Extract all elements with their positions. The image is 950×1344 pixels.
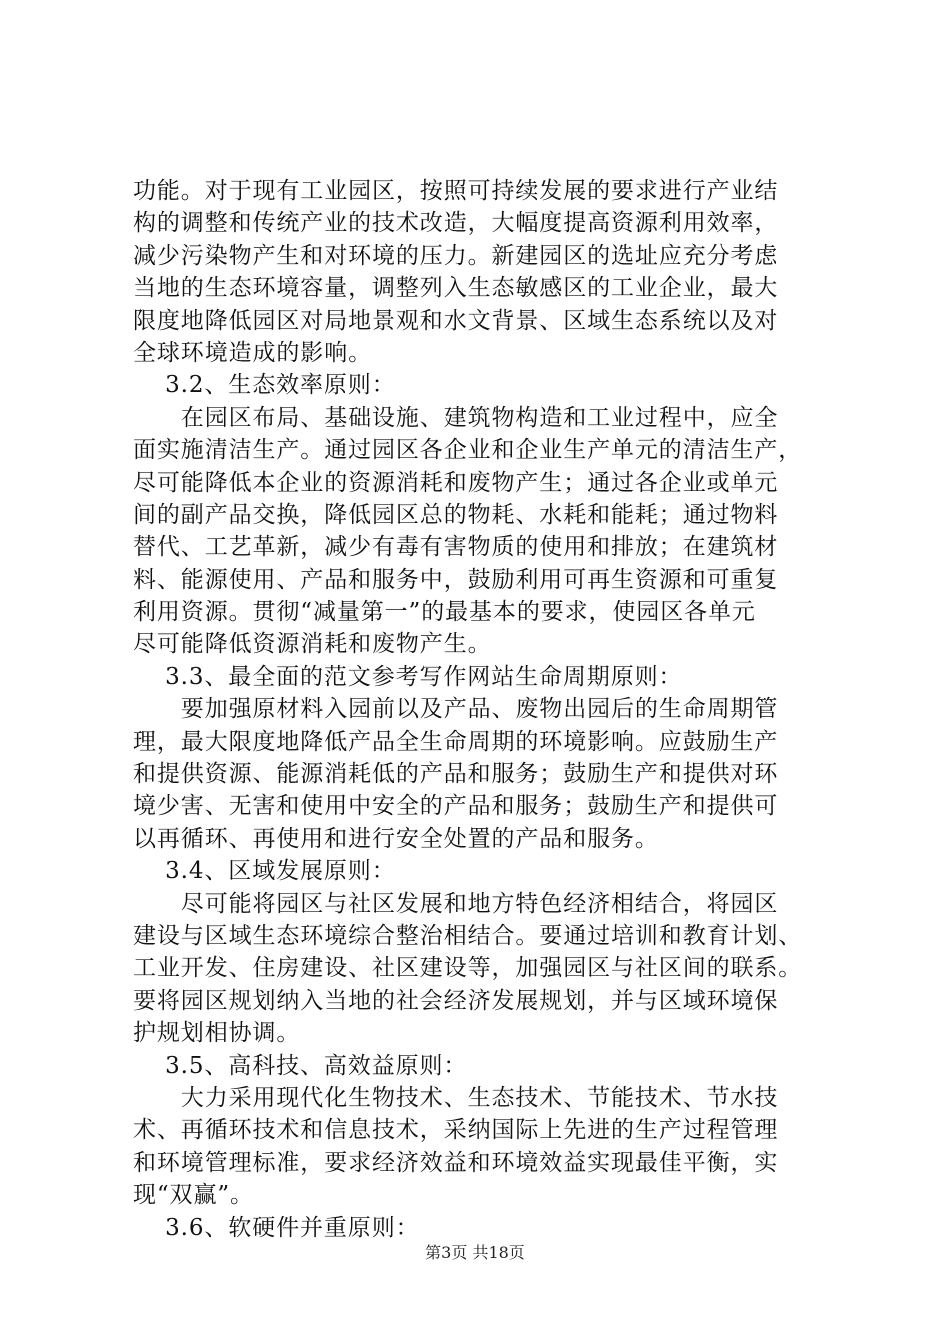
text-line: 间的副产品交换，降低园区总的物耗、水耗和能耗；通过物料 — [133, 501, 779, 528]
text-line: 替代、工艺革新，减少有毒有害物质的使用和排放；在建筑材 — [133, 534, 779, 561]
text-line: 大力采用现代化生物技术、生态技术、节能技术、节水技 — [133, 1084, 779, 1111]
page-number-footer: 第3页 共18页 — [425, 1243, 525, 1262]
text-line: 料、能源使用、产品和服务中，鼓励利用可再生资源和可重复 — [133, 566, 779, 593]
text-line: 术、再循环技术和信息技术，采纳国际上先进的生产过程管理 — [133, 1117, 779, 1144]
text-line: 护规划相协调。 — [133, 1020, 301, 1047]
text-line: 面实施清洁生产。通过园区各企业和企业生产单元的清洁生产， — [133, 437, 803, 464]
text-line: 全球环境造成的影响。 — [133, 339, 372, 366]
text-line: 理，最大限度地降低产品全生命周期的环境影响。应鼓励生产 — [133, 728, 779, 755]
text-line: 利用资源。贯彻“减量第一”的最基本的要求，使园区各单元 — [133, 599, 756, 626]
section-heading-3-3: 3.3、最全面的范文参考写作网站生命周期原则： — [133, 663, 683, 690]
text-line: 和提供资源、能源消耗低的产品和服务；鼓励生产和提供对环 — [133, 761, 779, 788]
text-line: 功能。对于现有工业园区，按照可持续发展的要求进行产业结 — [133, 178, 779, 204]
text-line: 工业开发、住房建设、社区建设等，加强园区与社区间的联系。 — [133, 955, 803, 982]
text-line: 当地的生态环境容量，调整列入生态敏感区的工业企业，最大 — [133, 275, 779, 302]
text-line: 在园区布局、基础设施、建筑物构造和工业过程中，应全 — [133, 404, 779, 431]
section-heading-3-6: 3.6、软硬件并重原则： — [133, 1214, 420, 1241]
text-line: 尽可能降低本企业的资源消耗和废物产生；通过各企业或单元 — [133, 469, 779, 496]
text-line: 现“双赢”。 — [133, 1182, 254, 1209]
section-heading-3-2: 3.2、生态效率原则： — [133, 372, 396, 399]
text-line: 限度地降低园区对局地景观和水文背景、区域生态系统以及对 — [133, 307, 779, 334]
text-line: 要将园区规划纳入当地的社会经济发展规划，并与区域环境保 — [133, 987, 779, 1014]
text-line: 尽可能降低资源消耗和废物产生。 — [133, 631, 492, 658]
document-body — [133, 175, 833, 1244]
section-heading-3-5: 3.5、高科技、高效益原则： — [133, 1052, 468, 1079]
text-line: 和环境管理标准，要求经济效益和环境效益实现最佳平衡，实 — [133, 1149, 779, 1176]
section-heading-3-4: 3.4、区域发展原则： — [133, 858, 396, 885]
text-line: 以再循环、再使用和进行安全处置的产品和服务。 — [133, 825, 659, 852]
text-line: 尽可能将园区与社区发展和地方特色经济相结合，将园区 — [133, 890, 779, 917]
text-line: 减少污染物产生和对环境的压力。新建园区的选址应充分考虑 — [133, 242, 779, 269]
text-line: 要加强原材料入园前以及产品、废物出园后的生命周期管 — [133, 696, 779, 723]
text-line: 构的调整和传统产业的技术改造，大幅度提高资源利用效率， — [133, 210, 779, 237]
text-line: 境少害、无害和使用中安全的产品和服务；鼓励生产和提供可 — [133, 793, 779, 820]
text-line: 建设与区域生态环境综合整治相结合。要通过培训和教育计划、 — [133, 922, 803, 949]
